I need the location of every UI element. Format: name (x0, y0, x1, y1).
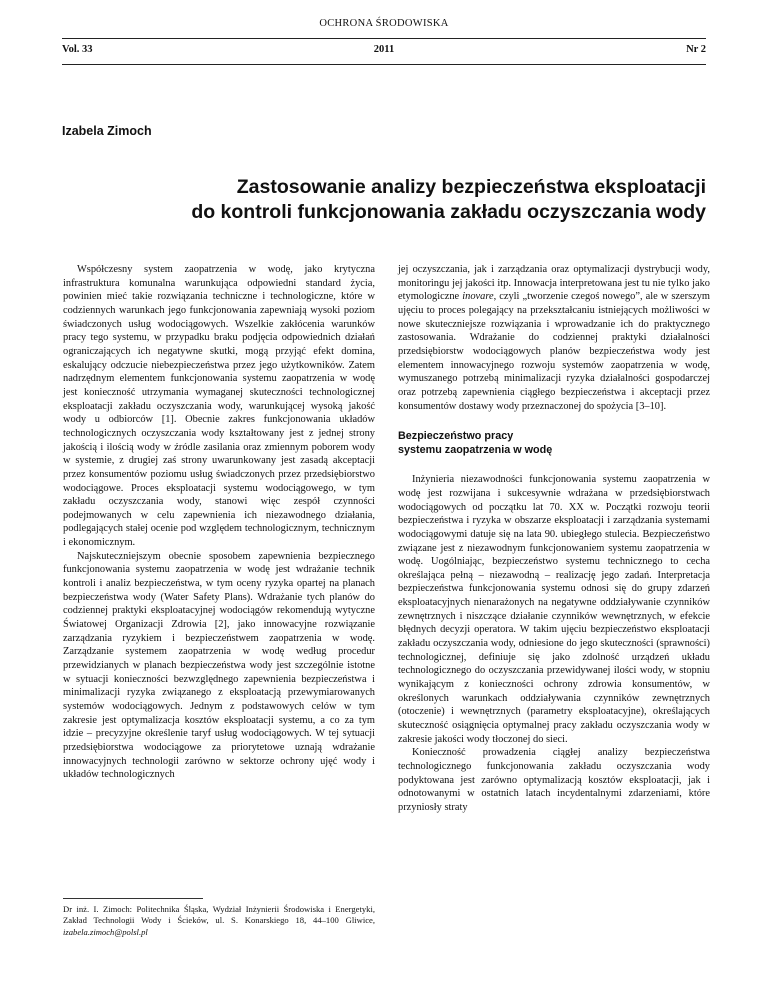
footnote-affiliation: Dr inż. I. Zimoch: Politechnika Śląska, Wydział Inżynierii Środowiska i Energetyki, Zakład Technologii Wody i Ścieków, ul. S. Konarskiego 18, 44–100 Gliwice, (63, 904, 375, 926)
right-paragraph-3: Konieczność prowadzenia ciągłej analizy bezpieczeństwa technologicznego funkcjonowania zakładu oczyszczania wody podyktowana jest zarówno optymalizacją kosztów eksploatacji, jak i odnotowanymi w ostatnich latach incydentalnymi zdarzeniami, które przyniosły straty (398, 747, 710, 813)
footnote-rule (63, 898, 203, 899)
left-column (63, 263, 375, 782)
right-p1-after: , czyli „tworzenie czegoś nowego”, ale w szerszym ujęciu to proces polegający na przekształcaniu istniejących możliwości w nowe skuteczniejsze rozwiązania i wprowadzanie ich do praktycznego zastosowania. Wdrażanie do codziennej praktyki działalności przedsiębiorstw wodociągowych planów bezpieczeństwa wody jest elementem innowacyjnego rozwoju systemów zaopatrzenia w wodę, wymuszanego potrzebą minimalizacji ryzyka działalności gospodarczej oraz potrzebą zapewnienia ciągłego bezpieczeństwa i akceptacji przez konsumentów dostawy wody przeznaczonej do spożycia [3–10]. (398, 291, 711, 412)
right-paragraph-2: Inżynieria niezawodności funkcjonowania systemu zaopatrzenia w wodę jest rozwijana i sukcesywnie wdrażana w przedsiębiorstwach wodociągowych od początku lat 70. XX w. Początki rozwoju teorii bezpieczeństwa i ryzyka w obszarze eksploatacji i zarządzania systemami wodociągowymi datuje się na lata 90. ubiegłego stulecia. Bezpieczeństwo związane jest z niezawodnym funkcjonowaniem systemu zaopatrzenia w wodę. Uogólniając, bezpieczeństwo systemu technicznego to cecha określająca pełną – niezawodną – realizację jego zadań. Interpretacja bezpieczeństwa funkcjonowania systemu odnosi się do grupy zdarzeń eksploatacyjnych nienarażonych na negatywne oddziaływanie czynników zewnętrznych i niszczące działanie czynników wewnętrznych, w efekcie błędnych decyzji operatora. W takim ujęciu bezpieczeństwo eksploatacji zakładu oczyszczania wody, odniesione do jego skuteczności (sprawności) technologicznej, definiuje się jako zdolność urządzeń układu technologicznego do oczyszczania przewidywanej ilości wody, w stopniu wynikającym z konieczności ochrony zdrowia konsumentów, w określonych warunkach oddziaływania czynników zewnętrznych (otoczenie) i wewnętrznych (parametry eksploatacyjne), określających skuteczność osiągnięcia optymalnej pracy zakładu oczyszczania wody w zakresie jakości wody tłoczonej do sieci. (398, 474, 710, 745)
title-line-1: Zastosowanie analizy bezpieczeństwa eksploatacji (236, 176, 706, 198)
number-label: Nr 2 (686, 44, 706, 55)
right-column (398, 263, 710, 815)
left-paragraph-1: Współczesny system zaopatrzenia w wodę, jako krytyczna infrastruktura komunalna warunkująca odpowiedni standard życia, powinien mieć takie rozwiązania techniczne i technologiczne, które w codziennych warunkach jego funkcjonowania zapewniają wysoki poziom świadczonych usług wodociągowych. Wszelkie zakłócenia warunków pracy tego systemu, w przypadku braku podjęcia odpowiednich działań ograniczających ich negatywne skutki, mogą przyjąć efekt domina, eskalujący odczucie niebezpieczeństwa przez jego użytkowników. Zatem nadrzędnym elementem funkcjonowania systemu zaopatrzenia w wodę jest konieczność utrzymania wymaganej skuteczności technologicznej eksploatacji zakładu oczyszczania wody, warunkującej wysoką jakość wody u odbiorców [1]. Obecnie zakres funkcjonowania układów technologicznych oczyszczania wody kształtowany jest z jednej strony jakością i ilością wody w źródle zasilania oraz zmiennym poborem wody w systemie, z drugiej zaś strony uwarunkowany jest zasadą akceptacji przez konsumentów poziomu usług świadczonych przez przedsiębiorstwo wodociągowe. Proces eksploatacji systemu wodociągowego, w tym zakładu oczyszczania wody, stanowi więc zespół czynności podejmowanych w celu zapewnienia ich niezawodnego działania, podlegających stałej ocenie pod względem technologicznym, technicznym i ekonomicznym. (63, 264, 375, 549)
section-heading (398, 430, 710, 457)
section-heading-line-2: systemu zaopatrzenia w wodę (398, 443, 553, 456)
title-line-2: do kontroli funkcjonowania zakładu oczyszczania wody (191, 201, 706, 223)
section-heading-line-1: Bezpieczeństwo pracy (398, 430, 514, 443)
year-label: 2011 (373, 44, 395, 55)
header-rule-bottom (62, 64, 706, 65)
right-paragraph-1 (398, 263, 710, 413)
article-title (62, 175, 706, 225)
author-name: Izabela Zimoch (62, 124, 152, 138)
author-footnote (63, 904, 375, 938)
issue-info (62, 44, 706, 58)
right-p1-before: jej oczyszczania, jak i zarządzania oraz optymalizacji dystrybucji wody, monitoringu jej jakości itp. Innowacja interpretowana jest tu nie tylko jako etymologiczne (398, 264, 710, 303)
footnote-email: izabela.zimoch@polsl.pl (63, 926, 148, 937)
journal-title: OCHRONA ŚRODOWISKA (319, 18, 449, 29)
volume-label: Vol. 33 (62, 44, 93, 55)
left-paragraph-2: Najskuteczniejszym obecnie sposobem zapewnienia bezpiecznego funkcjonowania systemu zaopatrzenia w wodę jest wdrażanie technik kontroli i analiz bezpieczeństwa, w tym oceny ryzyka opartej na planach bezpieczeństwa wody (Water Safety Plans). Wdrażanie tych planów do codziennej praktyki eksploatacyjnej wodociągów rekomendują wytyczne Światowej Organizacji Zdrowia [2], jako innowacyjne rozwiązanie zarządzania ryzykiem i bezpieczeństwem zaopatrzenia w wodę. Zarządzanie systemem zaopatrzenia w wodę według procedur przewidzianych w planach bezpieczeństwa wody jest szczególnie istotne w sytuacji konieczności bezwzględnego zapewnienia bezpieczeństwa i minimalizacji ryzyka związanego z eksploatacją przewymiarowanych systemów wodociągowych. Jednym z podstawowych celów w tym zakresie jest optymalizacja kosztów eksploatacji systemu, a co za tym idzie – precyzyjne określenie taryf usług wodociągowych. W tej sytuacji przedsiębiorstwa wodociągowe za priorytetowe uznają wdrażanie innowacyjnych technologii zarówno w sektorze ochrony ujęć wody i układów technologicznych (63, 550, 375, 781)
term-inovare: inovare (462, 291, 494, 303)
header-rule-top (62, 38, 706, 39)
